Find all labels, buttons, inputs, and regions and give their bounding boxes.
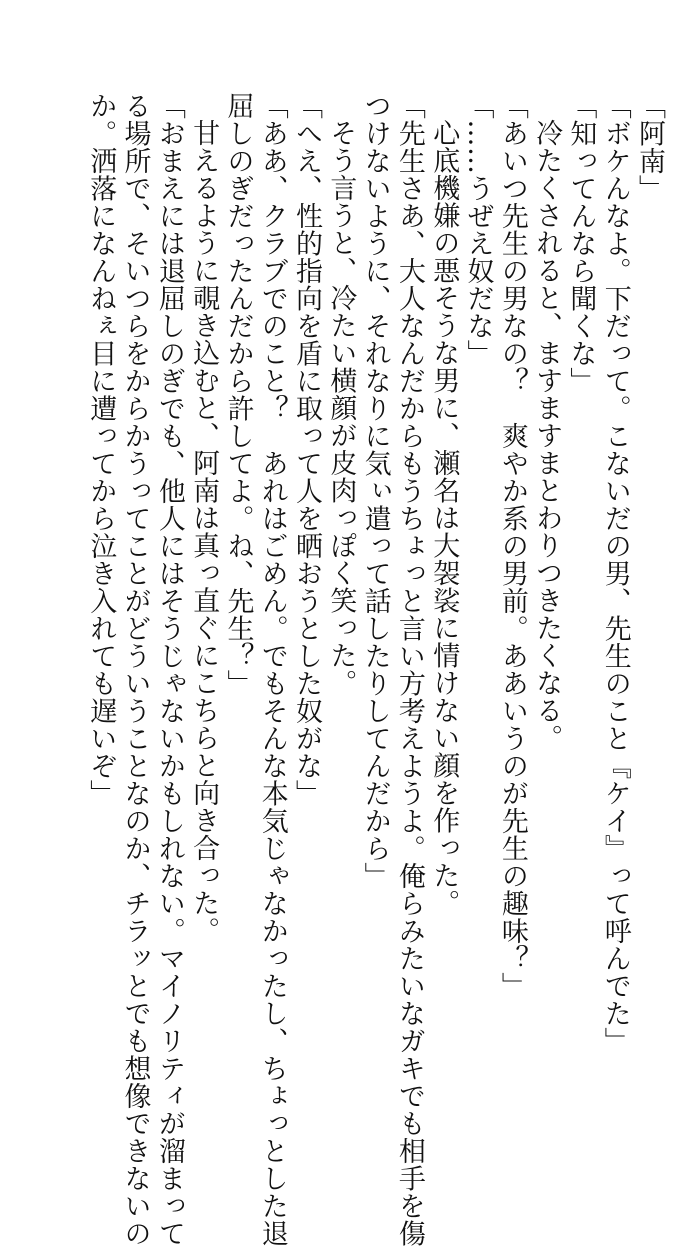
text-line: 「ああ、クラブでのこと？ あれはごめん。でもそんな本気じゃなかったし、ちょっとした退 [256,92,288,1247]
vertical-text-block [26,92,666,1247]
text-line: 「……うぜえ奴だな」 [462,92,494,367]
text-line: 「あいつ先生の男なの？ 爽やか系の男前。ああいうのが先生の趣味？」 [496,92,528,1000]
text-line: 冷たくされると、ますますまとわりつきたくなる。 [531,119,563,752]
text-line: 「ボケんなよ。下だって。こないだの男、先生のこと『ケイ』って呼んでた」 [599,92,631,1055]
text-line: 「おまえには退屈しのぎでも、他人にはそうじゃないかもしれない。マイノリティが溜まって [153,92,185,1247]
text-line: 甘えるように覗き込むと、阿南は真っ直ぐにこちらと向き合った。 [188,119,220,944]
text-line: 「先生さあ、大人なんだからもうちょっと言い方考えようよ。俺らみたいなガキでも相手を傷 [393,92,425,1247]
text-line: る場所で、そいつらをからかうってことがどういうことなのか、チラッとでも想像できないの [119,92,151,1247]
text-line: 屈しのぎだったんだから許してよ。ね、先生？」 [222,92,254,697]
text-line: そう言うと、冷たい横顔が皮肉っぽく笑った。 [325,119,357,697]
text-line: か。洒落になんねぇ目に遭ってから泣き入れても遅いぞ」 [85,92,117,807]
text-line: 「阿南」 [634,92,665,202]
text-line: 心底機嫌の悪そうな男に、瀬名は大袈裟に情けない顔を作った。 [428,119,460,917]
text-line: つけないように、それなりに気ぃ遣って話したりしてんだから」 [359,92,391,890]
text-line: 「へえ、性的指向を盾に取って人を晒おうとした奴がな」 [291,92,323,807]
text-line: 「知ってんなら聞くな」 [565,92,597,395]
